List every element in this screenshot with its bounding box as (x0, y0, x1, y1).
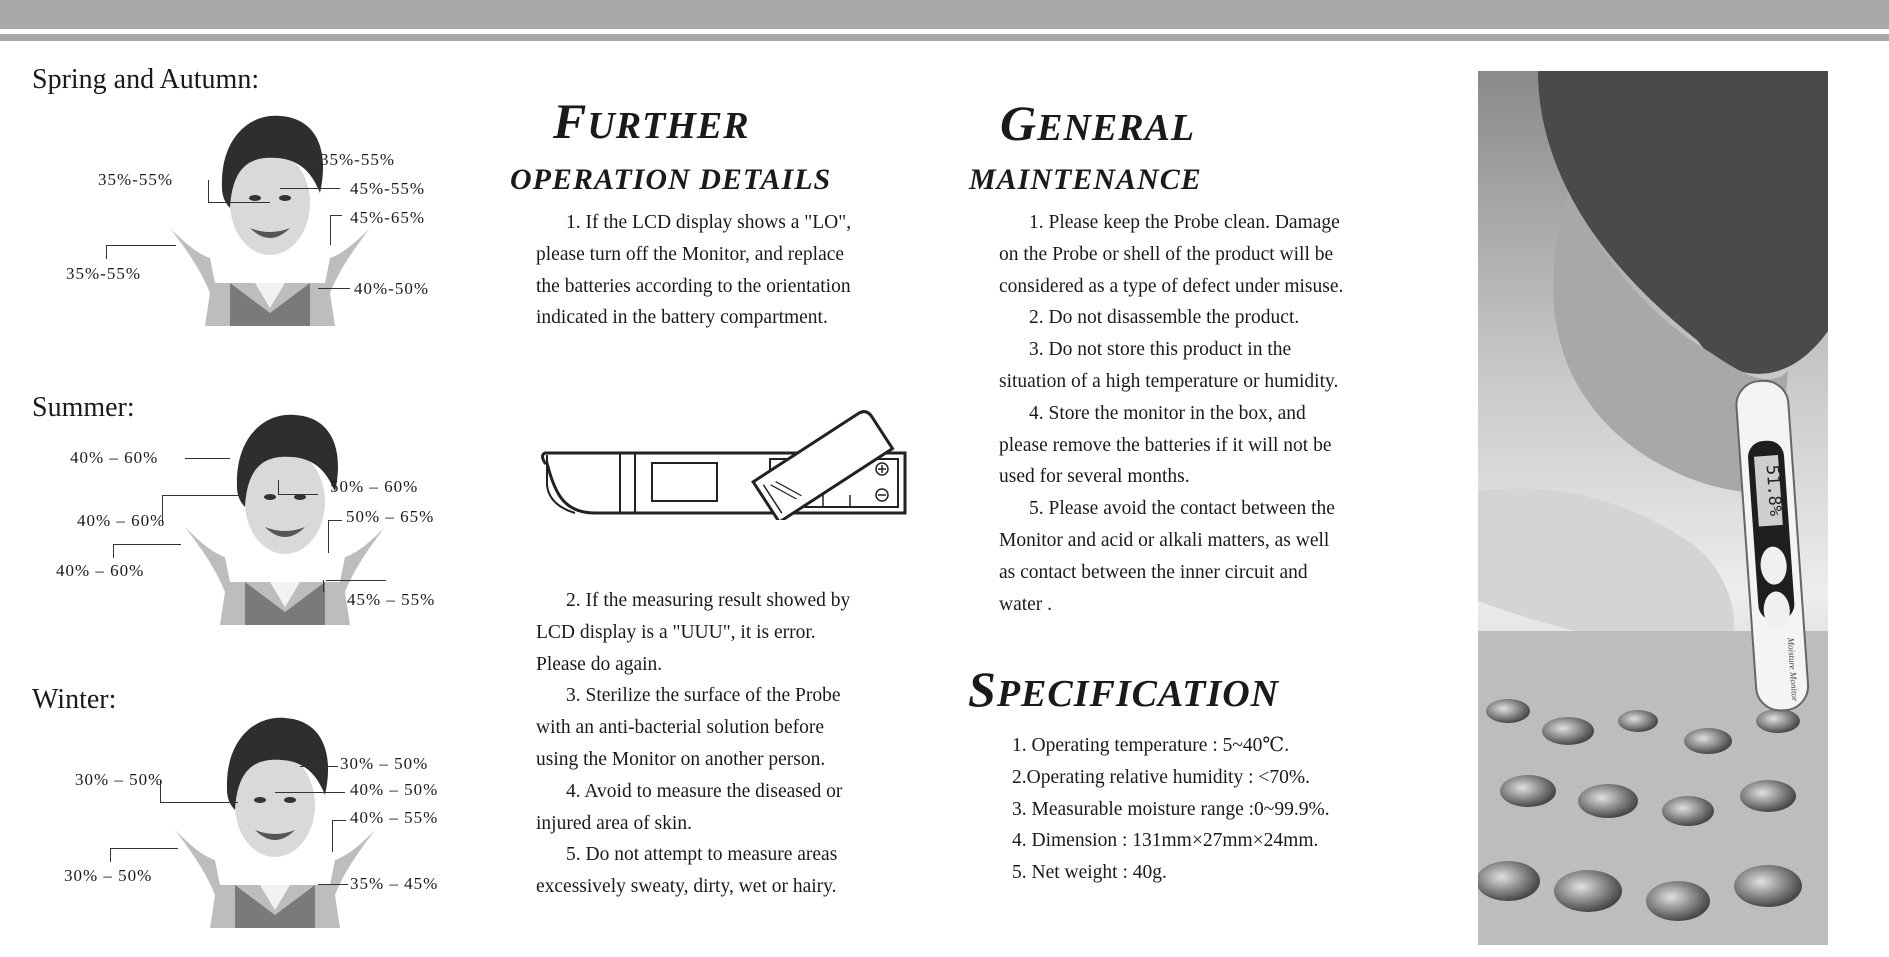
maintenance-text: 1. Please keep the Probe clean. Damage on the Probe or shell of the product will be considered as a type of defect under misuse. 2. Do not disassemble the product. 3. Do not store this product in the situation of a high temperature or humidity. 4. Store the monitor in the box, and please remove the batteries if it will not be used for several months. 5. Please avoid the contact between the Monitor and acid or alkali matters, as well as contact between the inner circuit and water . (999, 212, 1344, 615)
pointer-line (326, 580, 386, 581)
label-hand: 35%-55% (66, 264, 141, 283)
pointer-line (113, 544, 114, 558)
label-chin: 40% – 55% (350, 808, 439, 827)
pointer-line (330, 215, 331, 245)
specification-list: 1. Operating temperature : 5~40℃. 2.Operating relative humidity : <70%. 3. Measurable moisture range :0~99.9%. 4. Dimension : 131mm×27mm×24mm. 5. Net weight : 40g. (1012, 735, 1330, 884)
label-cheek: 40% – 60% (77, 511, 166, 530)
heading-operation-details: OPERATION DETAILS (510, 163, 832, 196)
pointer-line (300, 766, 338, 767)
label-chin: 45%-65% (350, 208, 425, 227)
photo-device-text: Moisture Monitor (1785, 637, 1801, 702)
season-title-spring-autumn: Spring and Autumn: (32, 64, 260, 95)
heading-further: FURTHER (553, 93, 750, 149)
label-temple: 30% – 50% (340, 754, 429, 773)
label-cheek: 40% – 50% (350, 780, 439, 799)
pointer-line (323, 580, 324, 592)
top-gray-band (0, 0, 1889, 29)
label-hand: 30% – 50% (64, 866, 153, 885)
pointer-line (332, 820, 346, 821)
pointer-line (110, 848, 111, 862)
pointer-line (318, 288, 350, 289)
label-temple: 50% – 60% (330, 477, 419, 496)
operation-details-part-2: 2. If the measuring result showed by LCD display is a "UUU", it is error. Please do again. 3. Sterilize the surface of the Probe with an anti-bacterial solution before using the Monitor on another person. 4. Avoid to measure the diseased or injured area of skin. 5. Do not attempt to measure areas excessively sweaty, dirty, wet or hairy. (536, 590, 851, 898)
pointer-line (160, 802, 238, 803)
pointer-line (208, 202, 270, 203)
label-forehead: 30% – 50% (75, 770, 164, 789)
pointer-line (278, 494, 318, 495)
pointer-line (162, 495, 242, 496)
label-forehead: 35%-55% (98, 170, 173, 189)
pointer-line (106, 245, 176, 246)
label-hand: 40% – 60% (56, 561, 145, 580)
top-gray-stripe (0, 34, 1889, 41)
woman-washing-face-photo (1478, 71, 1828, 945)
pointer-line (208, 180, 209, 202)
pointer-line (280, 188, 340, 189)
woman-face-illustration (160, 108, 380, 326)
pointer-line (300, 162, 322, 163)
label-cheek: 45%-55% (350, 179, 425, 198)
monitor-battery-diagram (535, 395, 910, 520)
photo-display-reading: 51.8% (1761, 464, 1786, 517)
label-neck: 40%-50% (354, 279, 429, 298)
pointer-line (106, 245, 107, 259)
label-neck: 45% – 55% (347, 590, 436, 609)
heading-general: GENERAL (1000, 95, 1196, 151)
season-title-summer: Summer: (32, 392, 135, 423)
pointer-line (332, 820, 333, 852)
pointer-line (330, 215, 342, 216)
label-temple: 35%-55% (320, 150, 395, 169)
label-neck: 35% – 45% (350, 874, 439, 893)
pointer-line (318, 884, 348, 885)
pointer-line (185, 458, 230, 459)
operation-details-part-1: 1. If the LCD display shows a "LO", please turn off the Monitor, and replace the batteries according to the orientation indicated in the battery compartment. (536, 212, 852, 329)
heading-specification: SPECIFICATION (968, 661, 1280, 717)
label-forehead: 40% – 60% (70, 448, 159, 467)
heading-maintenance: MAINTENANCE (969, 163, 1202, 196)
product-photo (1478, 71, 1828, 945)
pointer-line (278, 480, 279, 494)
pointer-line (275, 792, 345, 793)
season-title-winter: Winter: (32, 684, 117, 715)
pointer-line (110, 848, 178, 849)
label-chin: 50% – 65% (346, 507, 435, 526)
pointer-line (328, 520, 342, 521)
pointer-line (113, 544, 181, 545)
pointer-line (328, 520, 329, 553)
